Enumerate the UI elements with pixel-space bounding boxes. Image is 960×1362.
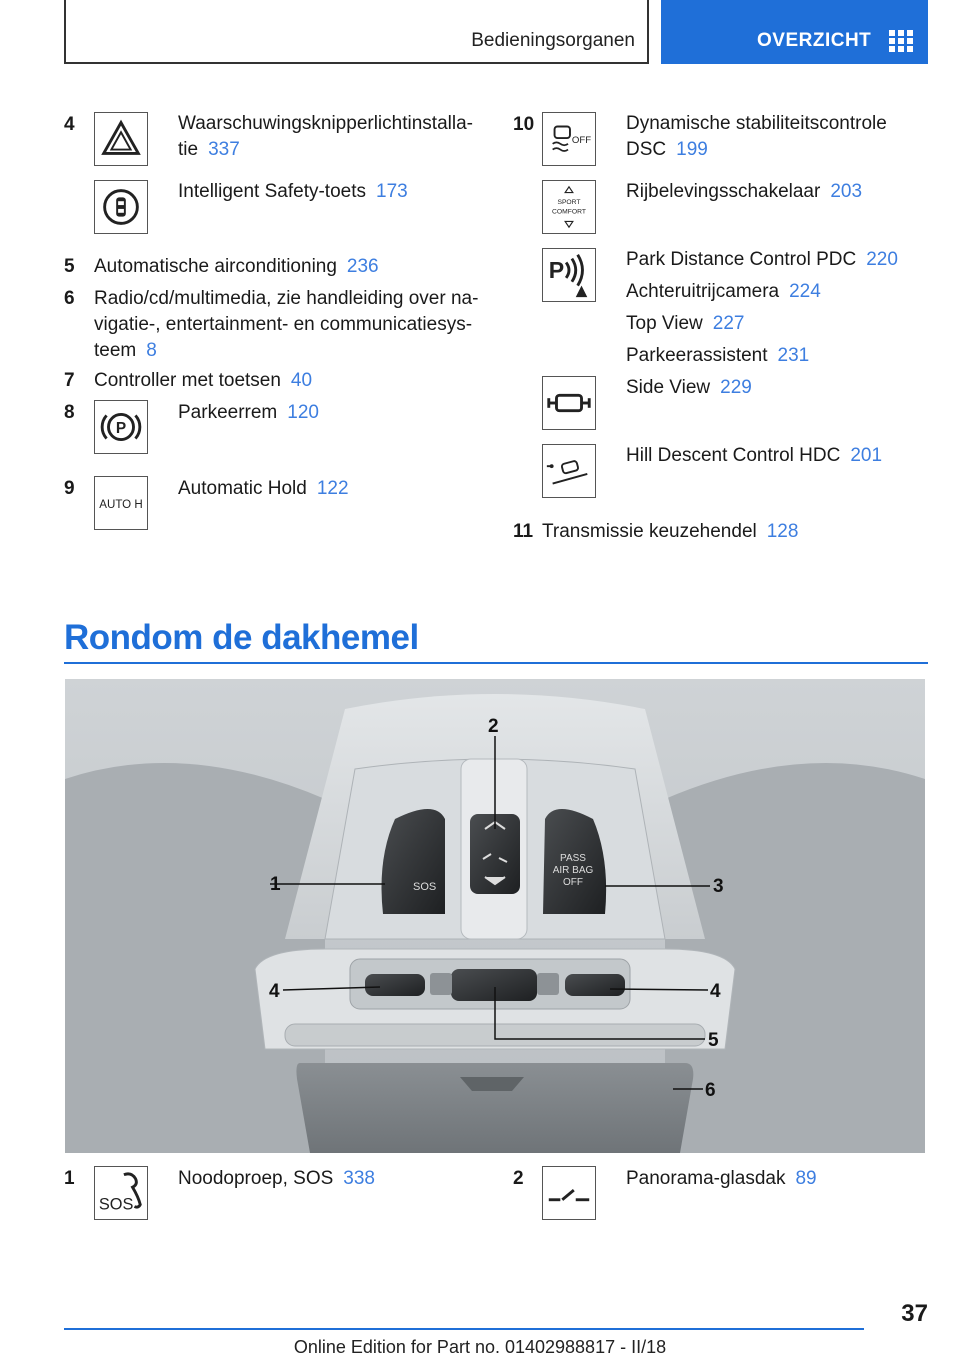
- item-number: 2: [513, 1168, 524, 1189]
- page-ref-link[interactable]: 122: [316, 478, 349, 499]
- item-text: Intelligent Safety-toets: [178, 181, 366, 202]
- panorama-roof-icon: [542, 1166, 596, 1220]
- item-text: Automatic Hold: [178, 478, 307, 499]
- item-text: Achteruitrijcamera: [626, 281, 780, 302]
- callout-3: 3: [713, 876, 724, 897]
- item-pdc-group: [626, 247, 898, 369]
- item-text: tie: [178, 139, 199, 160]
- auto-hold-icon: [94, 476, 148, 530]
- item-hill-descent: [626, 443, 882, 469]
- page-number: 37: [901, 1300, 928, 1327]
- item-text: Top View: [626, 313, 703, 334]
- page-header: [64, 0, 928, 64]
- icon-label: SPORT: [557, 199, 581, 207]
- page-ref-link[interactable]: 337: [208, 139, 240, 160]
- page-ref-link[interactable]: 173: [376, 181, 408, 202]
- item-text: Noodoproep, SOS: [178, 1168, 334, 1189]
- page-ref-link[interactable]: 229: [720, 377, 752, 398]
- item-text: Parkeerrem: [178, 402, 278, 423]
- grid-icon: [889, 30, 913, 52]
- page-ref-link[interactable]: 128: [766, 521, 799, 542]
- item-text: Automatische airconditioning: [94, 256, 337, 277]
- page-ref-link[interactable]: 89: [795, 1168, 817, 1189]
- item-transmission: [542, 519, 798, 545]
- callout-5: 5: [708, 1030, 719, 1051]
- page-ref-link[interactable]: 203: [830, 181, 863, 202]
- item-text: Park Distance Control PDC: [626, 249, 857, 270]
- page-ref-link[interactable]: 8: [146, 340, 157, 361]
- item-number: 1: [64, 1168, 75, 1189]
- item-number: 10: [513, 114, 535, 135]
- item-driving-experience: [626, 179, 862, 205]
- page-ref-link[interactable]: 231: [777, 345, 810, 366]
- sos-button-label: SOS: [413, 881, 437, 893]
- item-side-view: [626, 375, 752, 401]
- svg-text:P: P: [115, 419, 127, 437]
- header-chapter-box: [64, 0, 649, 64]
- item-number: 9: [64, 478, 75, 499]
- footer-edition-text: Online Edition for Part no. 01402988817 - II/18: [293, 1337, 667, 1357]
- item-text: DSC: [626, 139, 667, 160]
- item-text: Controller met toetsen: [94, 370, 281, 391]
- icon-label: AUTO H: [99, 498, 143, 511]
- item-text: Dynamische stabiliteitscontrole: [626, 113, 887, 134]
- item-auto-aircon: [94, 254, 379, 280]
- item-text: Radio/cd/multimedia, zie handleiding over na-: [94, 288, 479, 309]
- item-number: 6: [64, 288, 75, 309]
- callout-4-right: 4: [710, 981, 721, 1002]
- section-divider: [64, 662, 928, 664]
- item-text: teem: [94, 340, 137, 361]
- item-number: 7: [64, 370, 75, 391]
- svg-text:AIR BAG: AIR BAG: [552, 865, 594, 876]
- section-label: OVERZICHT: [757, 30, 872, 51]
- svg-text:PASS: PASS: [560, 853, 586, 864]
- chapter-title: Bedieningsorganen: [471, 30, 635, 51]
- item-text: Parkeerassistent: [626, 345, 768, 366]
- item-text: Hill Descent Control HDC: [626, 445, 841, 466]
- driving-experience-switch-icon: [542, 180, 596, 234]
- item-hazard-warning: [178, 111, 473, 163]
- side-view-camera-icon: [542, 376, 596, 430]
- icon-label: SOS: [98, 1195, 134, 1214]
- item-text: vigatie-, entertainment- en communicatiesys-: [94, 314, 473, 335]
- hill-descent-icon: [542, 444, 596, 498]
- item-number: 8: [64, 402, 75, 423]
- item-auto-hold: [178, 476, 349, 502]
- hazard-warning-icon: [94, 112, 148, 166]
- page-ref-link[interactable]: 224: [789, 281, 821, 302]
- item-number: 4: [64, 114, 75, 135]
- item-number: 5: [64, 256, 75, 277]
- page-ref-link[interactable]: 40: [290, 370, 313, 391]
- page-ref-link[interactable]: 199: [676, 139, 708, 160]
- item-intelligent-safety: [178, 179, 408, 205]
- page-ref-link[interactable]: 120: [287, 402, 319, 423]
- page-ref-link[interactable]: 201: [850, 445, 883, 466]
- dsc-off-icon: [542, 112, 596, 166]
- item-controller: [94, 368, 312, 394]
- page-ref-link[interactable]: 236: [346, 256, 379, 277]
- item-text: Transmissie keuzehendel: [542, 521, 757, 542]
- section-title: Rondom de dakhemel: [64, 618, 419, 657]
- svg-text:P: P: [548, 256, 565, 283]
- item-dsc: [626, 111, 887, 163]
- sos-call-icon: [94, 1166, 148, 1220]
- item-radio-multimedia: [94, 286, 478, 364]
- parking-brake-icon: [94, 400, 148, 454]
- item-text: Side View: [626, 377, 711, 398]
- roof-console-illustration: [65, 679, 925, 1153]
- item-text: Panorama-glasdak: [626, 1168, 786, 1189]
- header-section-tab[interactable]: [661, 0, 928, 64]
- item-number: 11: [513, 521, 534, 542]
- callout-2: 2: [488, 716, 499, 737]
- callout-6: 6: [705, 1080, 716, 1101]
- page-ref-link[interactable]: 338: [343, 1168, 375, 1189]
- item-text: Waarschuwingsknipperlichtinstalla-: [178, 113, 473, 134]
- callout-4-left: 4: [269, 981, 280, 1002]
- intelligent-safety-icon: [94, 180, 148, 234]
- icon-label: COMFORT: [552, 208, 586, 216]
- item-text: Rijbelevingsschakelaar: [626, 181, 821, 202]
- item-panorama-roof: [626, 1166, 817, 1192]
- item-sos: [178, 1166, 375, 1192]
- icon-label: OFF: [571, 134, 592, 146]
- page-ref-link[interactable]: 227: [712, 313, 745, 334]
- footer-divider: [64, 1328, 864, 1330]
- item-parking-brake: [178, 400, 319, 426]
- pdc-icon: [542, 248, 596, 302]
- svg-text:OFF: OFF: [563, 877, 583, 888]
- callout-1: 1: [270, 874, 281, 895]
- page-ref-link[interactable]: 220: [866, 249, 898, 270]
